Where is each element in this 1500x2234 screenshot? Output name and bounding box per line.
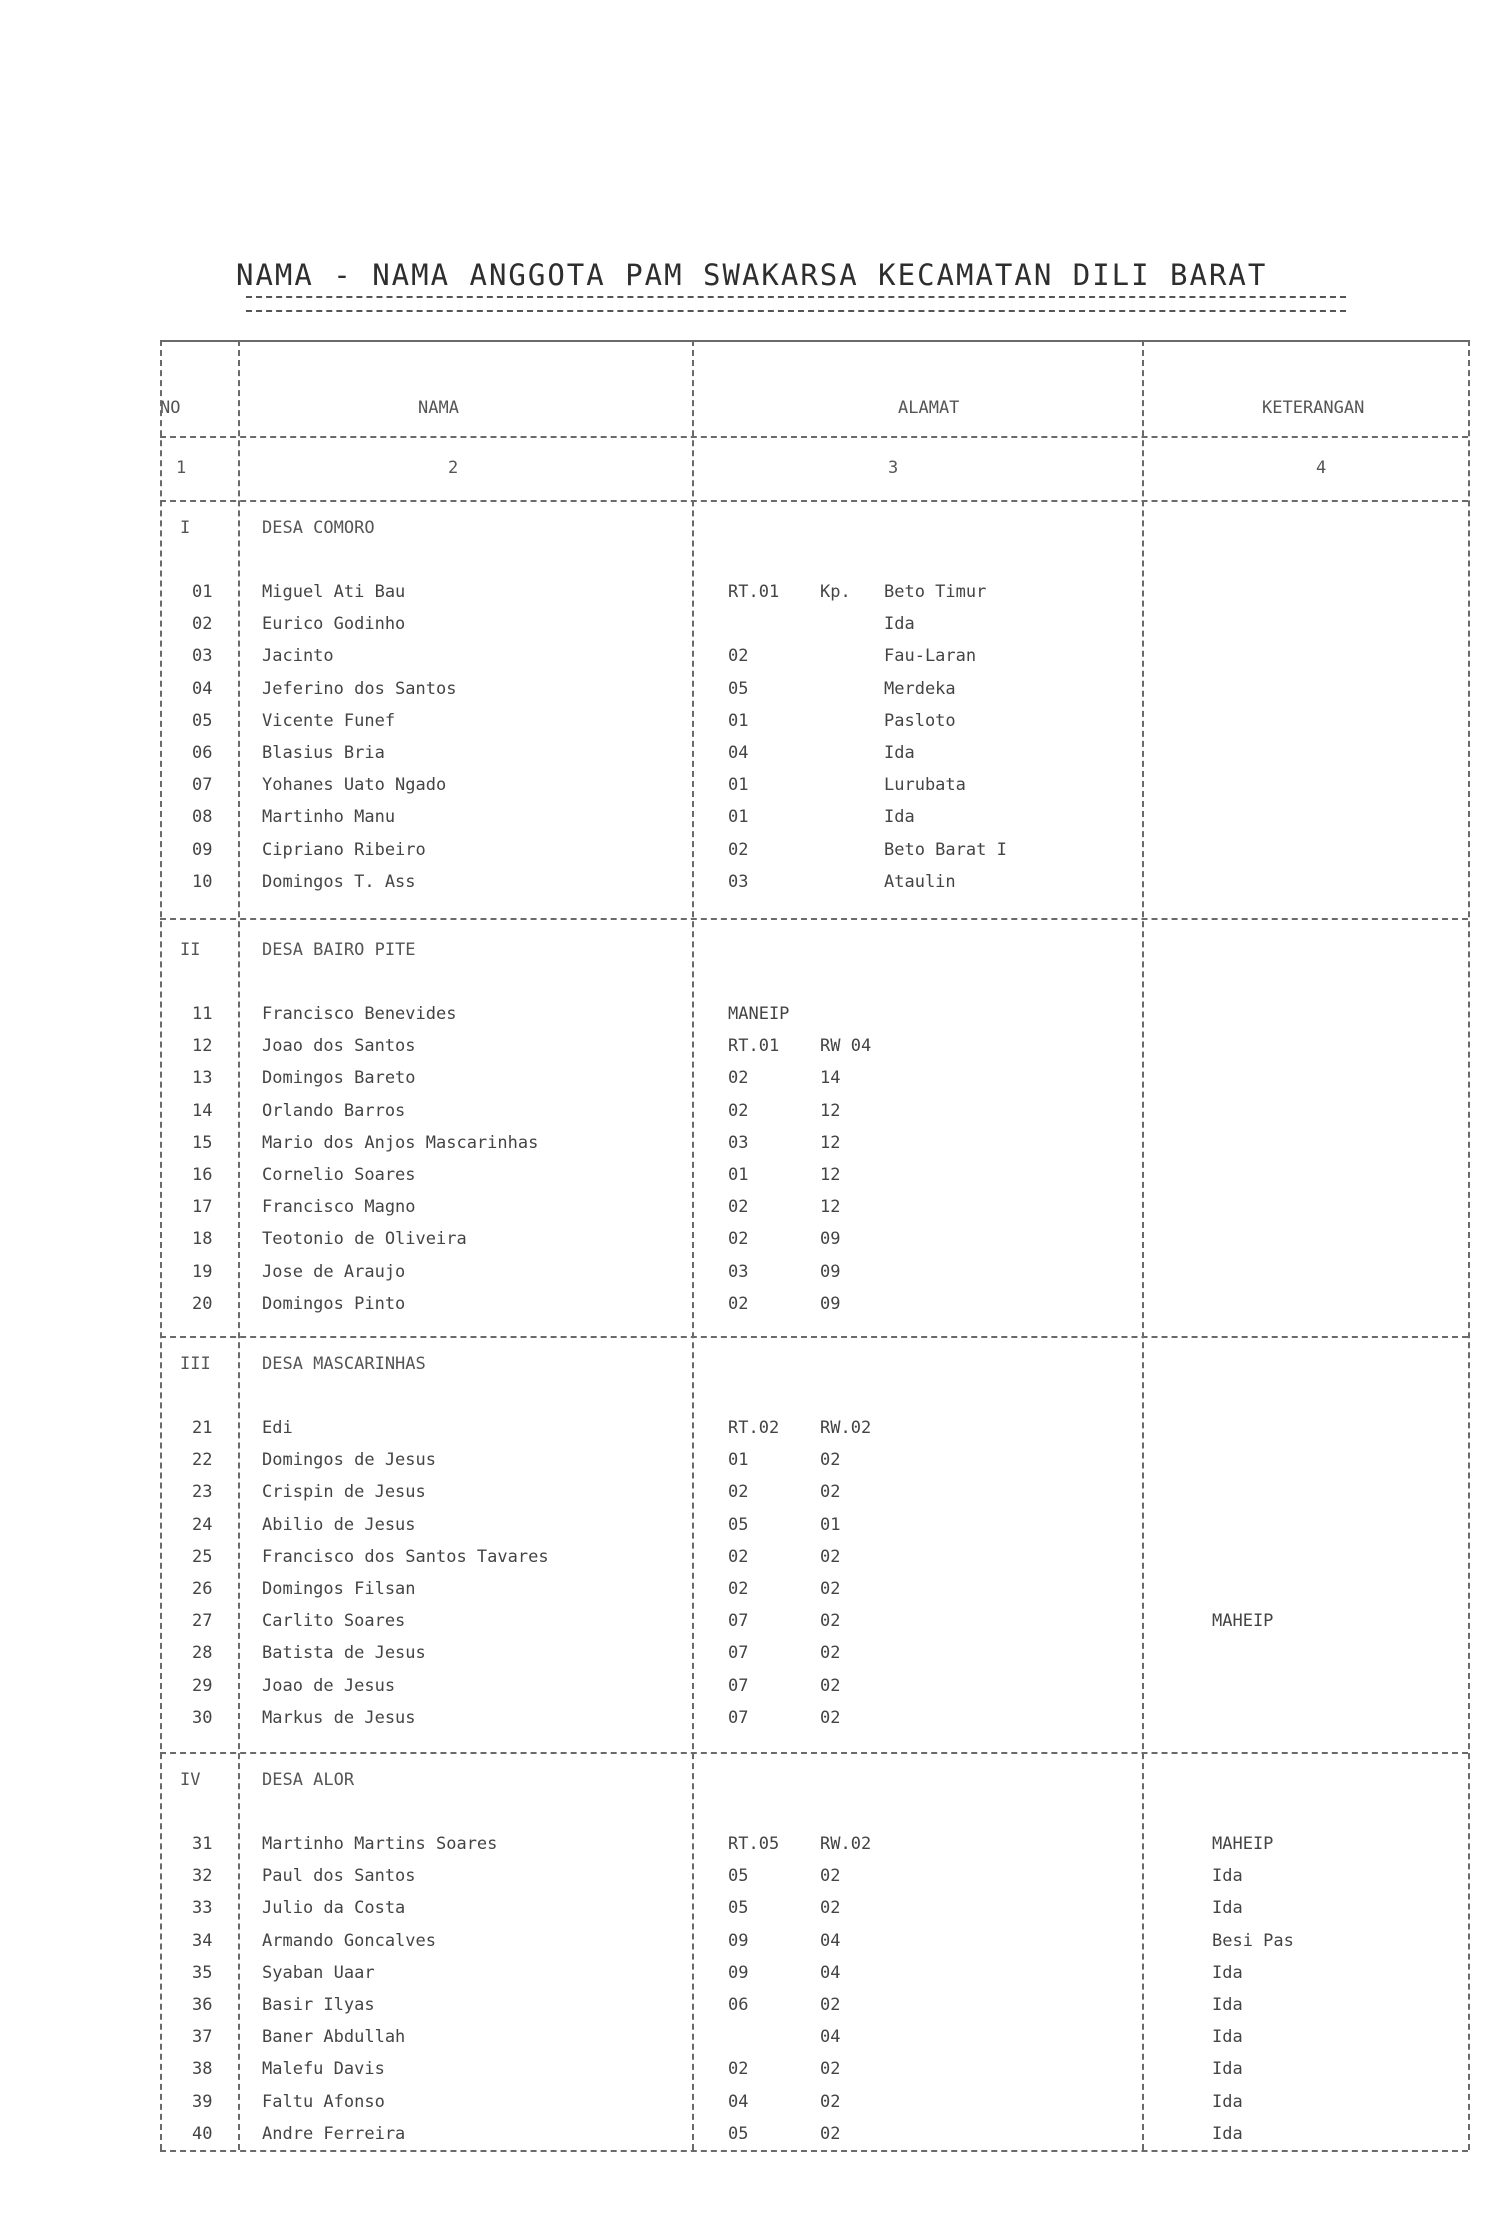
row-rt: 06 [728,1995,749,2015]
row-no: 21 [192,1418,213,1438]
row-rw: 02 [820,2123,841,2144]
section-roman: IV [180,1770,201,1790]
row-nama: Domingos Bareto [262,1068,416,1089]
row-rw: 02 [820,1546,841,1567]
row-rw: 02 [820,1450,841,1471]
row-nama: Cipriano Ribeiro [262,839,426,860]
row-no: 39 [192,2091,213,2112]
row-rt: MANEIP [728,1004,790,1024]
row-rt: 01 [728,1450,749,1471]
section-roman: III [180,1354,211,1374]
row-nama: Domingos Filsan [262,1579,416,1599]
header-rule [160,436,1468,438]
row-no: 13 [192,1068,213,1089]
row-keterangan: MAHEIP [1212,1834,1274,1854]
row-nama: Eurico Godinho [262,614,406,635]
section-separator [160,1336,1468,1338]
row-rw: 04 [820,1962,841,1983]
row-keterangan: Besi Pas [1212,1930,1294,1951]
row-rt: 02 [728,1546,749,1567]
row-no: 34 [192,1930,213,1951]
row-rt: RT.02 [728,1418,780,1438]
row-nama: Edi [262,1418,293,1438]
row-no: 06 [192,743,213,763]
row-nama: Crispin de Jesus [262,1482,426,1503]
row-no: 03 [192,646,213,667]
col-number-4: 4 [1316,458,1327,478]
row-nama: Andre Ferreira [262,2123,406,2144]
section-separator [160,918,1468,920]
section-title: DESA BAIRO PITE [262,940,416,960]
row-rt: 07 [728,1611,749,1632]
row-no: 07 [192,775,213,796]
row-alamat: Ida [884,807,915,828]
section-roman: II [180,940,201,960]
row-nama: Syaban Uaar [262,1962,375,1983]
row-rw: RW.02 [820,1834,872,1854]
row-rw: 12 [820,1132,841,1153]
row-no: 37 [192,2027,213,2048]
row-nama: Carlito Soares [262,1611,406,1632]
row-rw: 09 [820,1229,841,1250]
row-no: 08 [192,807,213,828]
row-keterangan: MAHEIP [1212,1611,1274,1632]
row-alamat: Lurubata [884,775,966,796]
row-keterangan: Ida [1212,2123,1243,2144]
row-rt: 03 [728,871,749,892]
col-number-3: 3 [888,458,899,478]
row-no: 18 [192,1229,213,1250]
row-no: 02 [192,614,213,635]
row-no: 10 [192,871,213,892]
row-rt: 07 [728,1643,749,1664]
row-no: 22 [192,1450,213,1471]
row-no: 01 [192,582,213,602]
row-no: 20 [192,1293,213,1314]
section-roman: I [180,518,191,538]
row-rw: 12 [820,1197,841,1218]
row-alamat: Fau-Laran [884,646,977,667]
row-no: 29 [192,1675,213,1696]
row-rw: 14 [820,1068,841,1089]
row-rt: 03 [728,1132,749,1153]
row-nama: Blasius Bria [262,743,385,763]
section-title: DESA COMORO [262,518,375,538]
row-nama: Markus de Jesus [262,1707,416,1728]
row-no: 33 [192,1898,213,1919]
row-rt: 05 [728,1514,749,1535]
row-nama: Domingos de Jesus [262,1450,436,1471]
row-no: 32 [192,1866,213,1887]
row-rw: 02 [820,2059,841,2080]
row-nama: Malefu Davis [262,2059,385,2080]
row-rw: 02 [820,1482,841,1503]
row-no: 15 [192,1132,213,1153]
section-separator [160,2150,1468,2152]
row-no: 05 [192,710,213,731]
row-nama: Mario dos Anjos Mascarinhas [262,1132,539,1153]
row-no: 09 [192,839,213,860]
row-rt: RT.05 [728,1834,780,1854]
row-keterangan: Ida [1212,2059,1243,2080]
row-rw: 02 [820,1995,841,2015]
row-rt: 05 [728,678,749,699]
column-rule-4 [1142,340,1144,2150]
row-nama: Jeferino dos Santos [262,678,457,699]
row-rt: 09 [728,1962,749,1983]
row-nama: Jacinto [262,646,334,667]
row-rt: 02 [728,1293,749,1314]
row-rt: 07 [728,1675,749,1696]
row-nama: Joao dos Santos [262,1036,416,1057]
row-rt: 02 [728,1100,749,1121]
row-nama: Julio da Costa [262,1898,406,1919]
row-nama: Batista de Jesus [262,1643,426,1664]
row-rt: 05 [728,1898,749,1919]
row-no: 24 [192,1514,213,1535]
row-rw: 01 [820,1514,841,1535]
row-rw: 04 [820,2027,841,2048]
section-separator [160,1752,1468,1754]
column-rule-3 [692,340,694,2150]
row-rw: 02 [820,1707,841,1728]
row-no: 17 [192,1197,213,1218]
row-nama: Orlando Barros [262,1100,406,1121]
row-no: 25 [192,1546,213,1567]
row-nama: Domingos Pinto [262,1293,406,1314]
column-rule-2 [238,340,240,2150]
row-rt: 01 [728,807,749,828]
row-rt: 02 [728,1482,749,1503]
row-nama: Jose de Araujo [262,1261,406,1282]
row-no: 26 [192,1579,213,1599]
header-no: NO [160,398,181,418]
row-alamat: Ida [884,614,915,635]
row-keterangan: Ida [1212,1962,1243,1983]
row-nama: Vicente Funef [262,710,396,731]
row-rw: 09 [820,1293,841,1314]
header-nama: NAMA [418,398,459,418]
row-nama: Joao de Jesus [262,1675,396,1696]
row-keterangan: Ida [1212,1898,1243,1919]
row-rt: 01 [728,710,749,731]
row-no: 28 [192,1643,213,1664]
row-rt: 07 [728,1707,749,1728]
row-rt: 02 [728,1579,749,1599]
row-no: 30 [192,1707,213,1728]
row-nama: Francisco Magno [262,1197,416,1218]
row-nama: Abilio de Jesus [262,1514,416,1535]
column-rule-1 [160,340,162,2150]
row-alamat: Pasloto [884,710,956,731]
row-rt: RT.01 [728,1036,780,1057]
document-title: NAMA - NAMA ANGGOTA PAM SWAKARSA KECAMATAN DILI BARAT [236,258,1268,292]
col-number-1: 1 [176,458,187,478]
col-number-2: 2 [448,458,459,478]
row-rt: 04 [728,743,749,763]
row-nama: Basir Ilyas [262,1995,375,2015]
row-keterangan: Ida [1212,2091,1243,2112]
section-title: DESA ALOR [262,1770,355,1790]
row-nama: Faltu Afonso [262,2091,385,2112]
row-rw: 02 [820,2091,841,2112]
row-no: 36 [192,1995,213,2015]
row-nama: Francisco dos Santos Tavares [262,1546,549,1567]
row-rt: 01 [728,775,749,796]
row-no: 27 [192,1611,213,1632]
row-rt: RT.01 [728,582,780,602]
row-nama: Martinho Martins Soares [262,1834,498,1854]
row-rw: RW.02 [820,1418,872,1438]
row-no: 14 [192,1100,213,1121]
row-rt: 09 [728,1930,749,1951]
row-rw: 04 [820,1930,841,1951]
row-rt: 05 [728,2123,749,2144]
row-nama: Francisco Benevides [262,1004,457,1024]
table-top-rule [160,340,1468,342]
row-rt: 02 [728,2059,749,2080]
row-rw: 02 [820,1675,841,1696]
row-alamat: Ataulin [884,871,956,892]
row-rw: 09 [820,1261,841,1282]
row-nama: Martinho Manu [262,807,396,828]
row-no: 23 [192,1482,213,1503]
row-alamat: Ida [884,743,915,763]
row-rw: 02 [820,1579,841,1599]
section-title: DESA MASCARINHAS [262,1354,426,1374]
row-keterangan: Ida [1212,1866,1243,1887]
row-no: 19 [192,1261,213,1282]
row-rt: 01 [728,1165,749,1185]
row-rw: 02 [820,1611,841,1632]
row-rt: 02 [728,646,749,667]
row-rw: 12 [820,1165,841,1185]
row-no: 40 [192,2123,213,2144]
row-rw: RW 04 [820,1036,872,1057]
title-underline [246,296,1346,312]
row-rw: Kp. [820,582,851,602]
row-no: 12 [192,1036,213,1057]
column-rule-5 [1468,340,1470,2150]
row-no: 11 [192,1004,213,1024]
row-nama: Cornelio Soares [262,1165,416,1185]
row-rt: 02 [728,1197,749,1218]
row-nama: Baner Abdullah [262,2027,406,2048]
row-rt: 02 [728,1068,749,1089]
row-alamat: Beto Timur [884,582,987,602]
row-nama: Miguel Ati Bau [262,582,406,602]
row-rw: 12 [820,1100,841,1121]
row-no: 04 [192,678,213,699]
row-rt: 05 [728,1866,749,1887]
row-alamat: Merdeka [884,678,956,699]
row-nama: Armando Goncalves [262,1930,436,1951]
row-nama: Paul dos Santos [262,1866,416,1887]
row-rw: 02 [820,1898,841,1919]
row-rt: 03 [728,1261,749,1282]
row-no: 35 [192,1962,213,1983]
row-no: 31 [192,1834,213,1854]
row-nama: Domingos T. Ass [262,871,416,892]
row-alamat: Beto Barat I [884,839,1007,860]
header-keterangan: KETERANGAN [1262,398,1365,418]
row-no: 16 [192,1165,213,1185]
row-rw: 02 [820,1643,841,1664]
row-rt: 02 [728,839,749,860]
row-keterangan: Ida [1212,1995,1243,2015]
row-rw: 02 [820,1866,841,1887]
row-nama: Teotonio de Oliveira [262,1229,467,1250]
row-rt: 02 [728,1229,749,1250]
header-alamat: ALAMAT [898,398,960,418]
row-keterangan: Ida [1212,2027,1243,2048]
row-rt: 04 [728,2091,749,2112]
row-no: 38 [192,2059,213,2080]
row-nama: Yohanes Uato Ngado [262,775,447,796]
column-number-rule [160,500,1468,502]
